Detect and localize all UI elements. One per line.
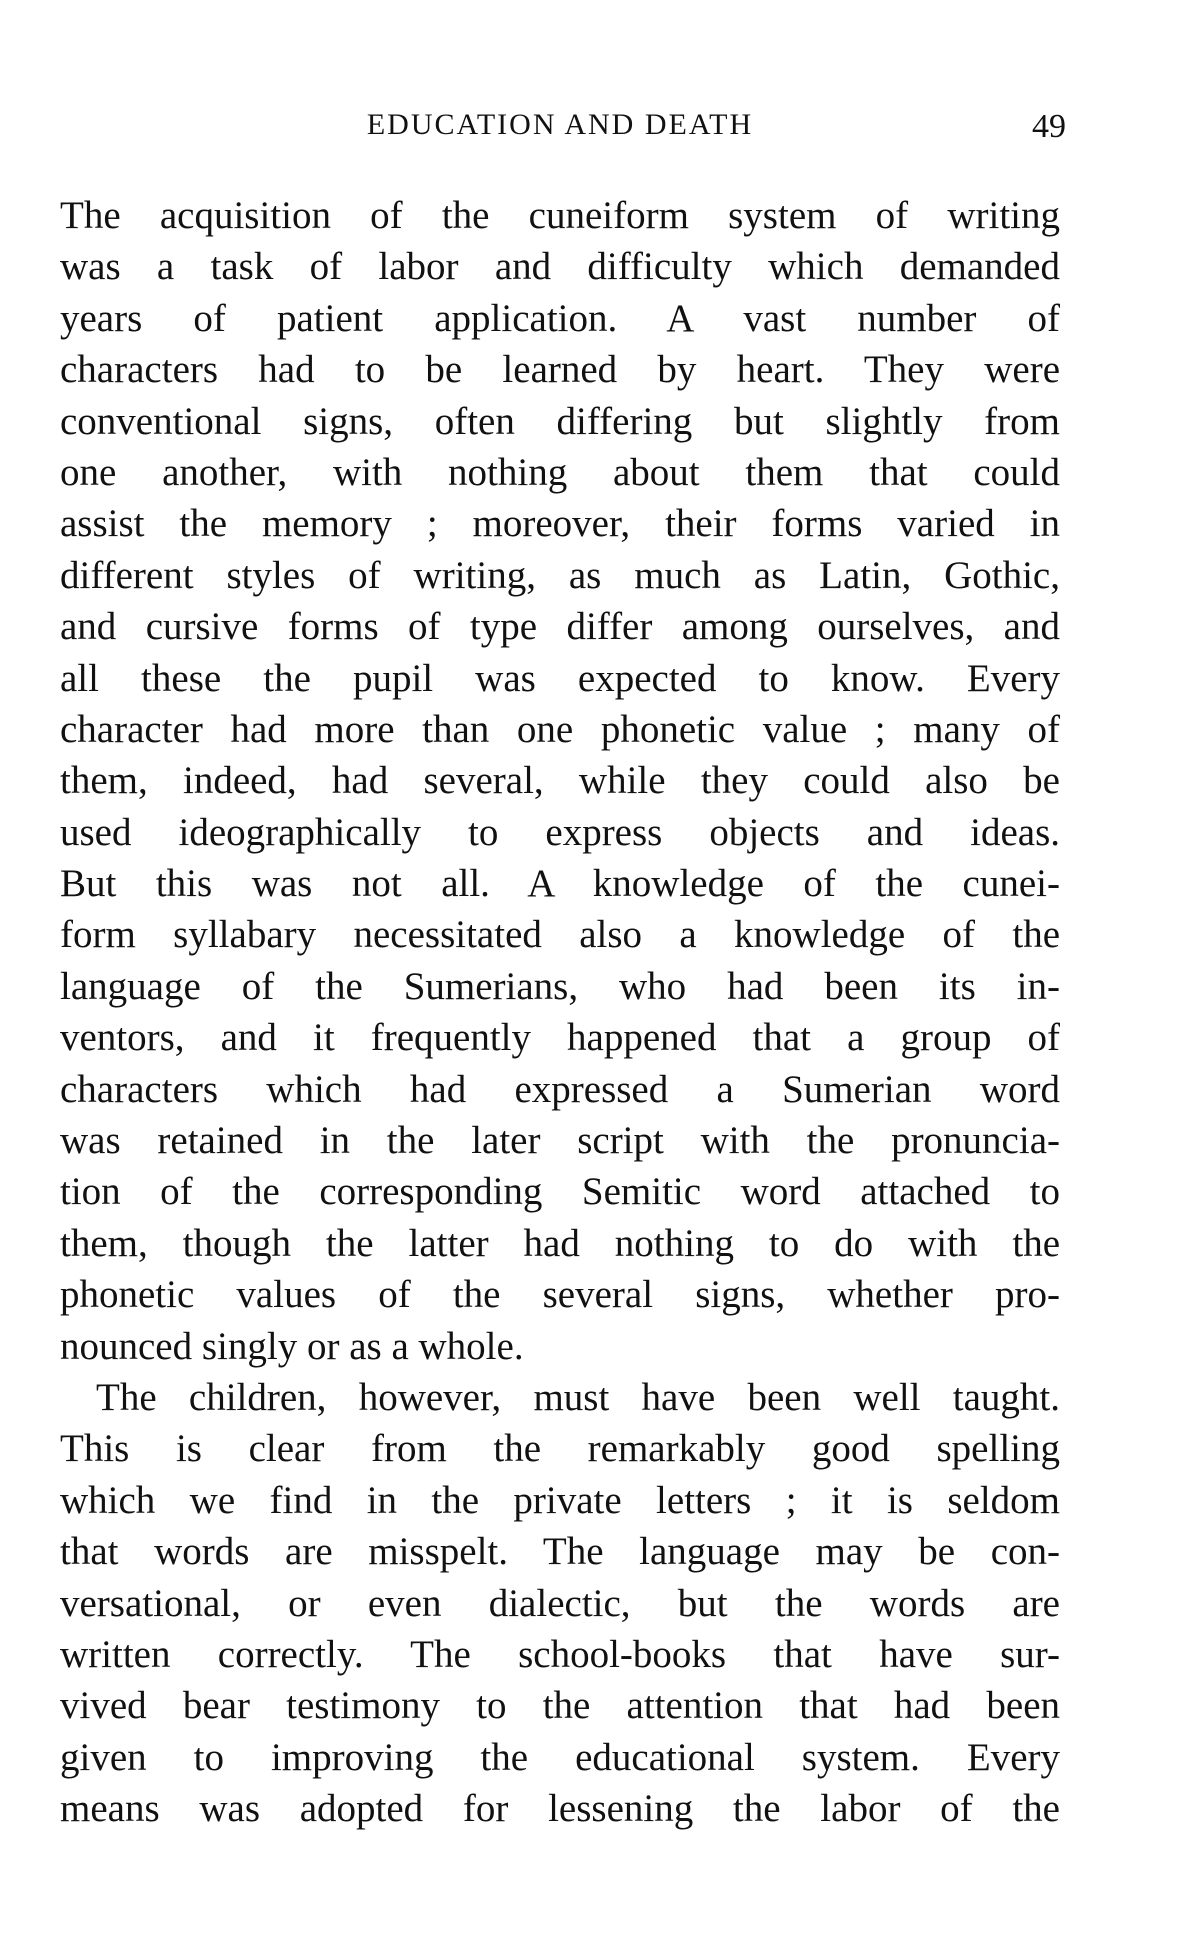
text-line: used ideographically to express objects and ideas. xyxy=(60,810,1060,854)
text-line: tion of the corresponding Semitic word attached to xyxy=(60,1170,1060,1214)
text-line: ventors, and it frequently happened that a group of xyxy=(60,1016,1060,1060)
text-line: But this was not all. A knowledge of the cunei- xyxy=(60,862,1060,906)
text-line: The acquisition of the cuneiform system of writing xyxy=(60,194,1060,237)
text-line: given to improving the educational system. Every xyxy=(60,1735,1060,1779)
text-line: different styles of writing, as much as Latin, Gothic, xyxy=(60,553,1060,597)
book-page xyxy=(60,0,1066,1935)
text-line: was retained in the later script with the pronuncia- xyxy=(60,1119,1060,1163)
text-line: that words are misspelt. The language may be con- xyxy=(60,1530,1060,1574)
text-line: phonetic values of the several signs, whether pro- xyxy=(60,1273,1060,1317)
text-line: vived bear testimony to the attention that had been xyxy=(60,1684,1060,1728)
text-line: one another, with nothing about them that could xyxy=(60,450,1060,494)
running-title: EDUCATION AND DEATH xyxy=(366,108,754,141)
text-line: and cursive forms of type differ among ourselves, and xyxy=(60,605,1060,649)
text-line: nounced singly or as a whole. xyxy=(60,1324,524,1368)
text-line: them, though the latter had nothing to do with the xyxy=(60,1221,1060,1265)
text-line: years of patient application. A vast number of xyxy=(60,296,1060,340)
text-line: The children, however, must have been well taught. xyxy=(96,1375,1060,1419)
text-line: versational, or even dialectic, but the words are xyxy=(60,1581,1060,1625)
text-line: conventional signs, often differing but slightly from xyxy=(60,399,1060,443)
text-line: all these the pupil was expected to know. Every xyxy=(60,656,1060,700)
paragraph-1 xyxy=(60,190,1060,1372)
running-head xyxy=(60,108,1066,148)
text-line: characters had to be learned by heart. They were xyxy=(60,348,1060,392)
text-line: which we find in the private letters ; it is seldom xyxy=(60,1478,1060,1522)
text-line: written correctly. The school-books that have sur- xyxy=(60,1632,1060,1676)
text-line: them, indeed, had several, while they could also be xyxy=(60,759,1060,803)
text-line: character had more than one phonetic value ; many of xyxy=(60,707,1060,751)
text-line: means was adopted for lessening the labor of the xyxy=(60,1787,1060,1831)
paragraph-2 xyxy=(60,1372,1060,1835)
text-line: was a task of labor and difficulty which demanded xyxy=(60,245,1060,289)
page-number: 49 xyxy=(1032,108,1066,145)
text-line: language of the Sumerians, who had been its in- xyxy=(60,964,1060,1008)
text-line: assist the memory ; moreover, their forms varied in xyxy=(60,502,1060,546)
text-line: characters which had expressed a Sumerian word xyxy=(60,1067,1060,1111)
text-line: form syllabary necessitated also a knowledge of the xyxy=(60,913,1060,957)
body-text xyxy=(60,190,1060,1835)
text-line: This is clear from the remarkably good spelling xyxy=(60,1427,1060,1471)
